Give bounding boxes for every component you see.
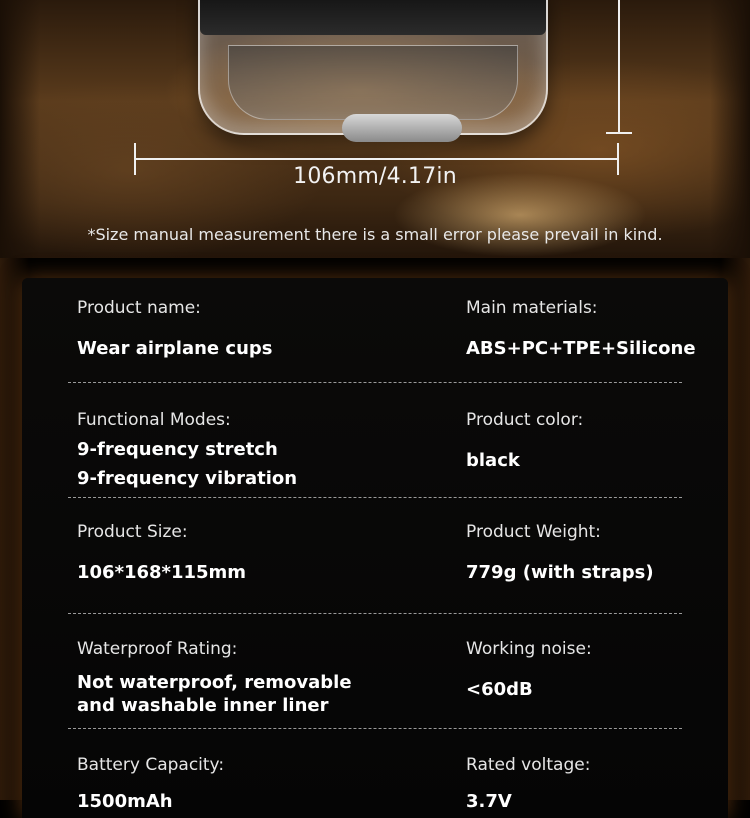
spec-value: 9-frequency stretch: [77, 439, 278, 460]
spec-value: black: [466, 450, 520, 471]
height-dimension-line: [618, 0, 620, 133]
spec-label: Rated voltage:: [466, 755, 591, 775]
spec-value: 3.7V: [466, 791, 512, 812]
spec-label: Battery Capacity:: [77, 755, 225, 775]
spec-label: Waterproof Rating:: [77, 639, 238, 659]
spec-label: Product name:: [77, 298, 201, 318]
spec-divider: [68, 728, 682, 729]
spec-value: 9-frequency vibration: [77, 468, 298, 489]
spec-divider: [68, 497, 682, 498]
spec-value: 1500mAh: [77, 791, 173, 812]
spec-label: Working noise:: [466, 639, 592, 659]
spec-label: Product Size:: [77, 522, 188, 542]
product-hero: [0, 0, 750, 290]
cup-inner-shell: [228, 45, 518, 120]
spec-value: Not waterproof, removable: [77, 672, 352, 693]
spec-value: 106*168*115mm: [77, 562, 247, 583]
spec-value: <60dB: [466, 679, 533, 700]
spec-label: Main materials:: [466, 298, 598, 318]
width-dimension-label: 106mm/4.17in: [293, 164, 457, 189]
spec-divider: [68, 382, 682, 383]
spec-value: and washable inner liner: [77, 695, 329, 716]
spec-label: Functional Modes:: [77, 410, 231, 430]
measurement-note: *Size manual measurement there is a small error please prevail in kind.: [87, 225, 663, 244]
height-dimension-tick: [606, 132, 632, 134]
spec-value: 779g (with straps): [466, 562, 654, 583]
spec-value: Wear airplane cups: [77, 338, 273, 359]
product-cup-image: [198, 0, 548, 135]
spec-value: ABS+PC+TPE+Silicone: [466, 338, 696, 359]
hero-shadow-right: [710, 0, 750, 290]
spec-label: Product Weight:: [466, 522, 601, 542]
cup-cap: [200, 0, 546, 35]
spec-divider: [68, 613, 682, 614]
width-dimension-tick-right: [617, 143, 619, 175]
hero-shadow-left: [0, 0, 40, 290]
width-dimension-line: [135, 158, 619, 160]
spec-label: Product color:: [466, 410, 584, 430]
cup-stem: [342, 114, 462, 142]
